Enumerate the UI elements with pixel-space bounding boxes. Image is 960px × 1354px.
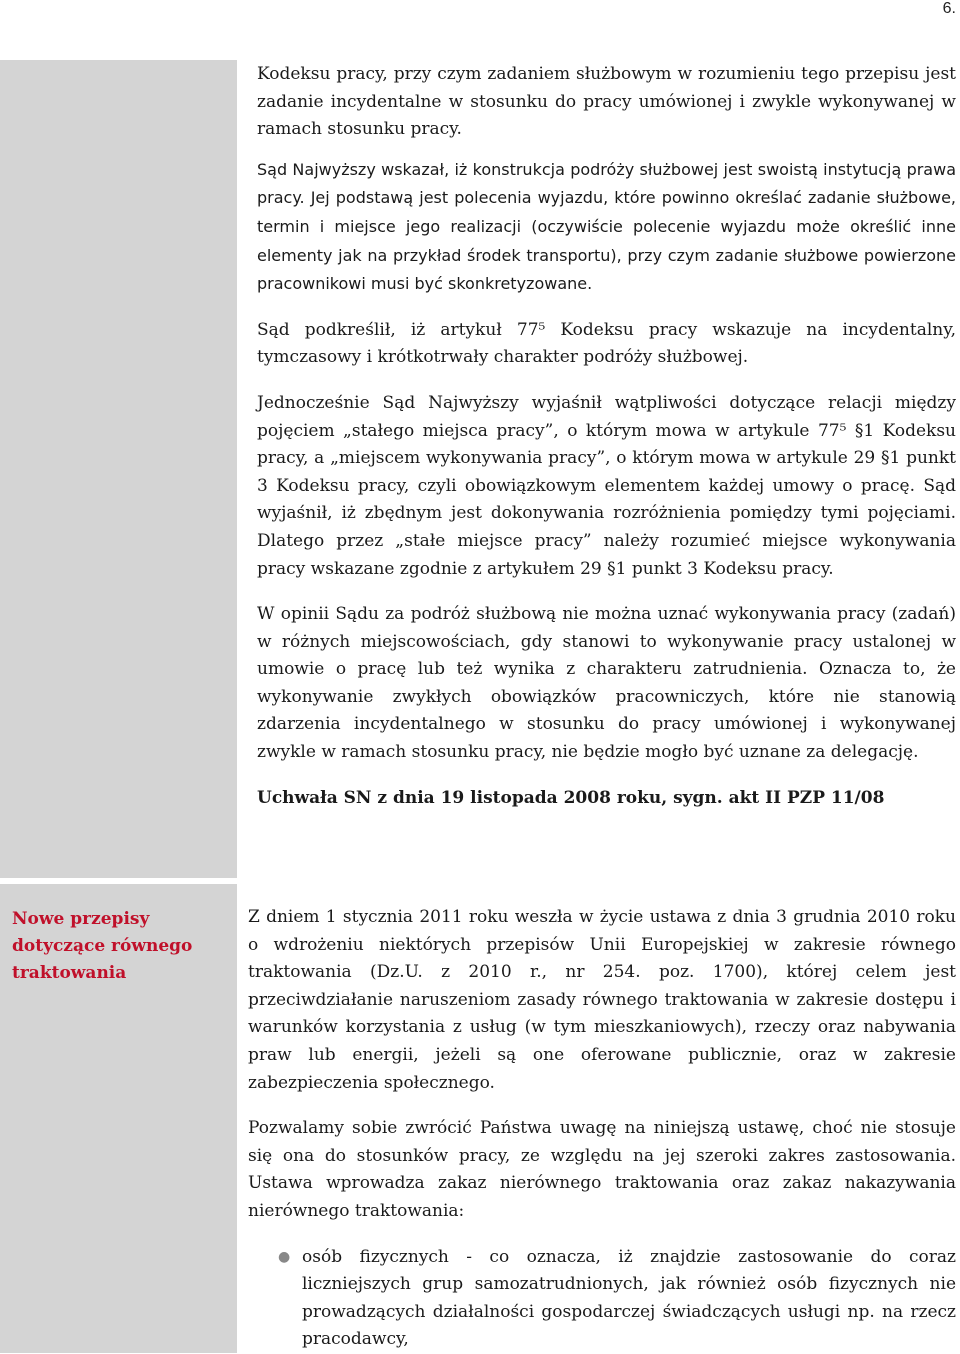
paragraph: Kodeksu pracy, przy czym zadaniem służbowym w rozumieniu tego przepisu jest zadanie incydentalne w stosunku do pracy umówionej i zwykle wykonywanej w ramach stosunku pracy. (257, 64, 956, 140)
paragraph: Jednocześnie Sąd Najwyższy wyjaśnił wątpliwości dotyczące relacji między pojęciem „stałego miejsca pracy”, o którym mowa w artykule 77⁵ §1 Kodeksu pracy, a „miejscem wykonywania pracy”, o którym mowa w artykule 29 §1 punkt 3 Kodeksu pracy, czyli obowiązkowym elementem każdej umowy o pracę. Sąd wyjaśnił, iż zbędnym jest dokonywania rozróżnienia pomiędzy tymi pojęciami. Dlatego przez „stałe miejsce pracy” należy rozumieć miejsce wykonywania pracy wskazane zgodnie z artykułem 29 §1 punkt 3 Kodeksu pracy. (257, 392, 956, 579)
paragraph-rest: Jej podstawą jest polecenia wyjazdu, które powinno określać zadanie służbowe, termin i miejsce jego realizacji (oczywiście polecenie wyjazdu może określić inne elementy jak na przykład środek transportu), przy czym zadanie służbowe powierzone pracownikowi musi być skonkretyzowane. (257, 188, 956, 294)
list-item (278, 1244, 956, 1354)
page-number: 6. (942, 0, 956, 17)
top-text-block (257, 61, 956, 824)
paragraph: Sąd podkreślił, iż artykuł 77⁵ Kodeksu pracy wskazuje na incydentalny, tymczasowy i krótkotrwały charakter podróży służbowej. (257, 319, 956, 368)
paragraph: Z dniem 1 stycznia 2011 roku weszła w życie ustawa z dnia 3 grudnia 2010 roku o wdrożeniu niektórych przepisów Unii Europejskiej w zakresie równego traktowania (Dz.U. z 2010 r., nr 254. poz. 1700), której celem jest przeciwdziałanie naruszeniom zasady równego traktowania w zakresie dostępu i warunków korzystania z usług (w tym mieszkaniowych), rzeczy oraz nabywania praw lub energii, jeżeli są one oferowane publicznie, oraz w zakresie zabezpieczenia społecznego. (248, 907, 956, 1093)
side-heading: Nowe przepisy dotyczące równego traktowania (12, 909, 193, 983)
bullet-list (248, 1244, 956, 1354)
bullet-icon: ● (278, 1248, 291, 1265)
list-item-text: osób fizycznych - co oznacza, iż znajdzie zastosowanie do coraz liczniejszych grup samozatrudnionych, jak również osób fizycznych nie prowadzących działalności gospodarczej świadczących usługi np. na rzecz pracodawcy, (302, 1246, 956, 1350)
sans-sentence: Sąd Najwyższy wskazał, iż konstrukcja podróży służbowej jest swoistą instytucją prawa pracy. (257, 159, 956, 208)
paragraph: Pozwalamy sobie zwrócić Państwa uwagę na niniejszą ustawę, choć nie stosuje się ona do stosunków pracy, ze względu na jej szeroki zakres zastosowania. Ustawa wprowadza zakaz nierównego traktowania oraz zakaz nakazywania nierównego traktowania: (248, 1118, 956, 1221)
paragraph (257, 156, 956, 299)
ruling-citation: Uchwała SN z dnia 19 listopada 2008 roku, sygn. akt II PZP 11/08 (257, 787, 885, 808)
paragraph: W opinii Sądu za podróż służbową nie można uznać wykonywania pracy (zadań) w różnych miejscowościach, gdy stanowi to wykonywanie pracy ustalonej w umowie o pracę lub też wynika z charakteru zatrudnienia. Oznacza to, że wykonywanie zwykłych obowiązków pracowniczych, które nie stanowią zdarzenia incydentalnego w stosunku do pracy umówionej i wykonywanej zwykle w ramach stosunku pracy, nie będzie mogło być uznane za delegację. (257, 604, 956, 763)
sidebar-top-panel (0, 60, 237, 878)
bottom-text-block (248, 904, 956, 1354)
